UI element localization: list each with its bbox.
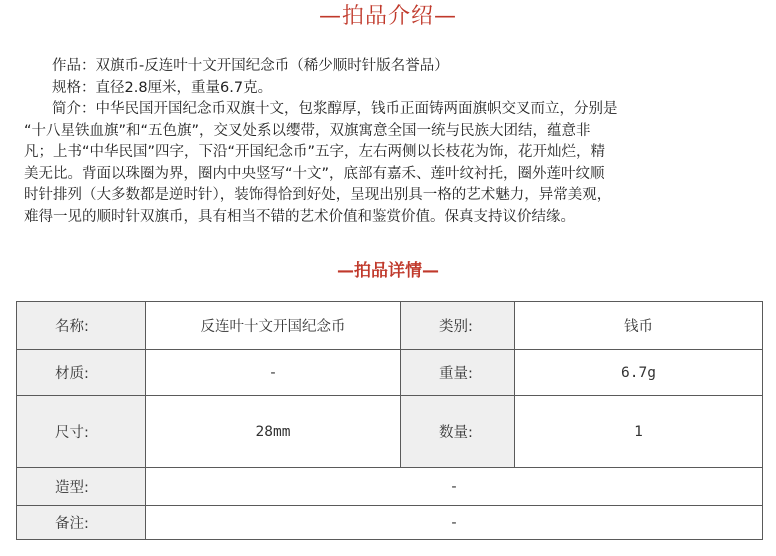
details-title: —拍品详情— <box>337 261 439 281</box>
name-label: 名称: <box>17 302 146 350</box>
table-row <box>17 396 763 468</box>
category-label: 类别: <box>401 302 515 350</box>
table-row <box>17 302 763 350</box>
quantity-label: 数量: <box>401 396 515 468</box>
shape-value: - <box>146 468 763 506</box>
material-value: - <box>146 350 401 396</box>
shape-label: 造型: <box>17 468 146 506</box>
size-value: 28mm <box>146 396 401 468</box>
table-row <box>17 468 763 506</box>
table-row <box>17 506 763 540</box>
spec-line: 规格：直径2.8厘米，重量6.7克。 <box>52 79 273 96</box>
remark-label: 备注: <box>17 506 146 540</box>
intro-line-4: 美无比。背面以珠圈为界，圈内中央竖写“十文”，底部有嘉禾、莲叶纹衬托，圈外莲叶纹顺 <box>24 165 605 182</box>
table-row <box>17 350 763 396</box>
size-label: 尺寸: <box>17 396 146 468</box>
weight-value: 6.7g <box>515 350 763 396</box>
name-value: 反连叶十文开国纪念币 <box>146 302 401 350</box>
intro-line-5: 时针排列（大多数都是逆时针），装饰得恰到好处，呈现出别具一格的艺术魅力，异常美观， <box>24 187 612 203</box>
intro-line-3: 凡；上书“中华民国”四字，下沿“开国纪念币”五字，左右两侧以长枝花为饰，花开灿烂，精 <box>24 144 606 160</box>
item-description <box>24 56 760 228</box>
intro-line-2: “十八星铁血旗”和“五色旗”，交叉处系以缨带，双旗寓意全国一统与民族大团结，蕴意非 <box>24 122 591 139</box>
quantity-value: 1 <box>515 396 763 468</box>
details-table <box>16 301 763 540</box>
weight-label: 重量: <box>401 350 515 396</box>
category-value: 钱币 <box>515 302 763 350</box>
intro-line-6: 难得一见的顺时针双旗币，具有相当不错的艺术价值和鉴赏价值。保真支持议价结缘。 <box>24 208 575 225</box>
intro-line-1: 简介：中华民国开国纪念币双旗十文，包浆醇厚，钱币正面铸两面旗帜交叉而立，分别是 <box>52 101 618 117</box>
material-label: 材质: <box>17 350 146 396</box>
remark-value: - <box>146 506 763 540</box>
work-name-line: 作品：双旗币-反连叶十文开国纪念币（稀少顺时针版名誉品） <box>52 58 449 74</box>
page-title: —拍品介绍— <box>318 4 457 29</box>
